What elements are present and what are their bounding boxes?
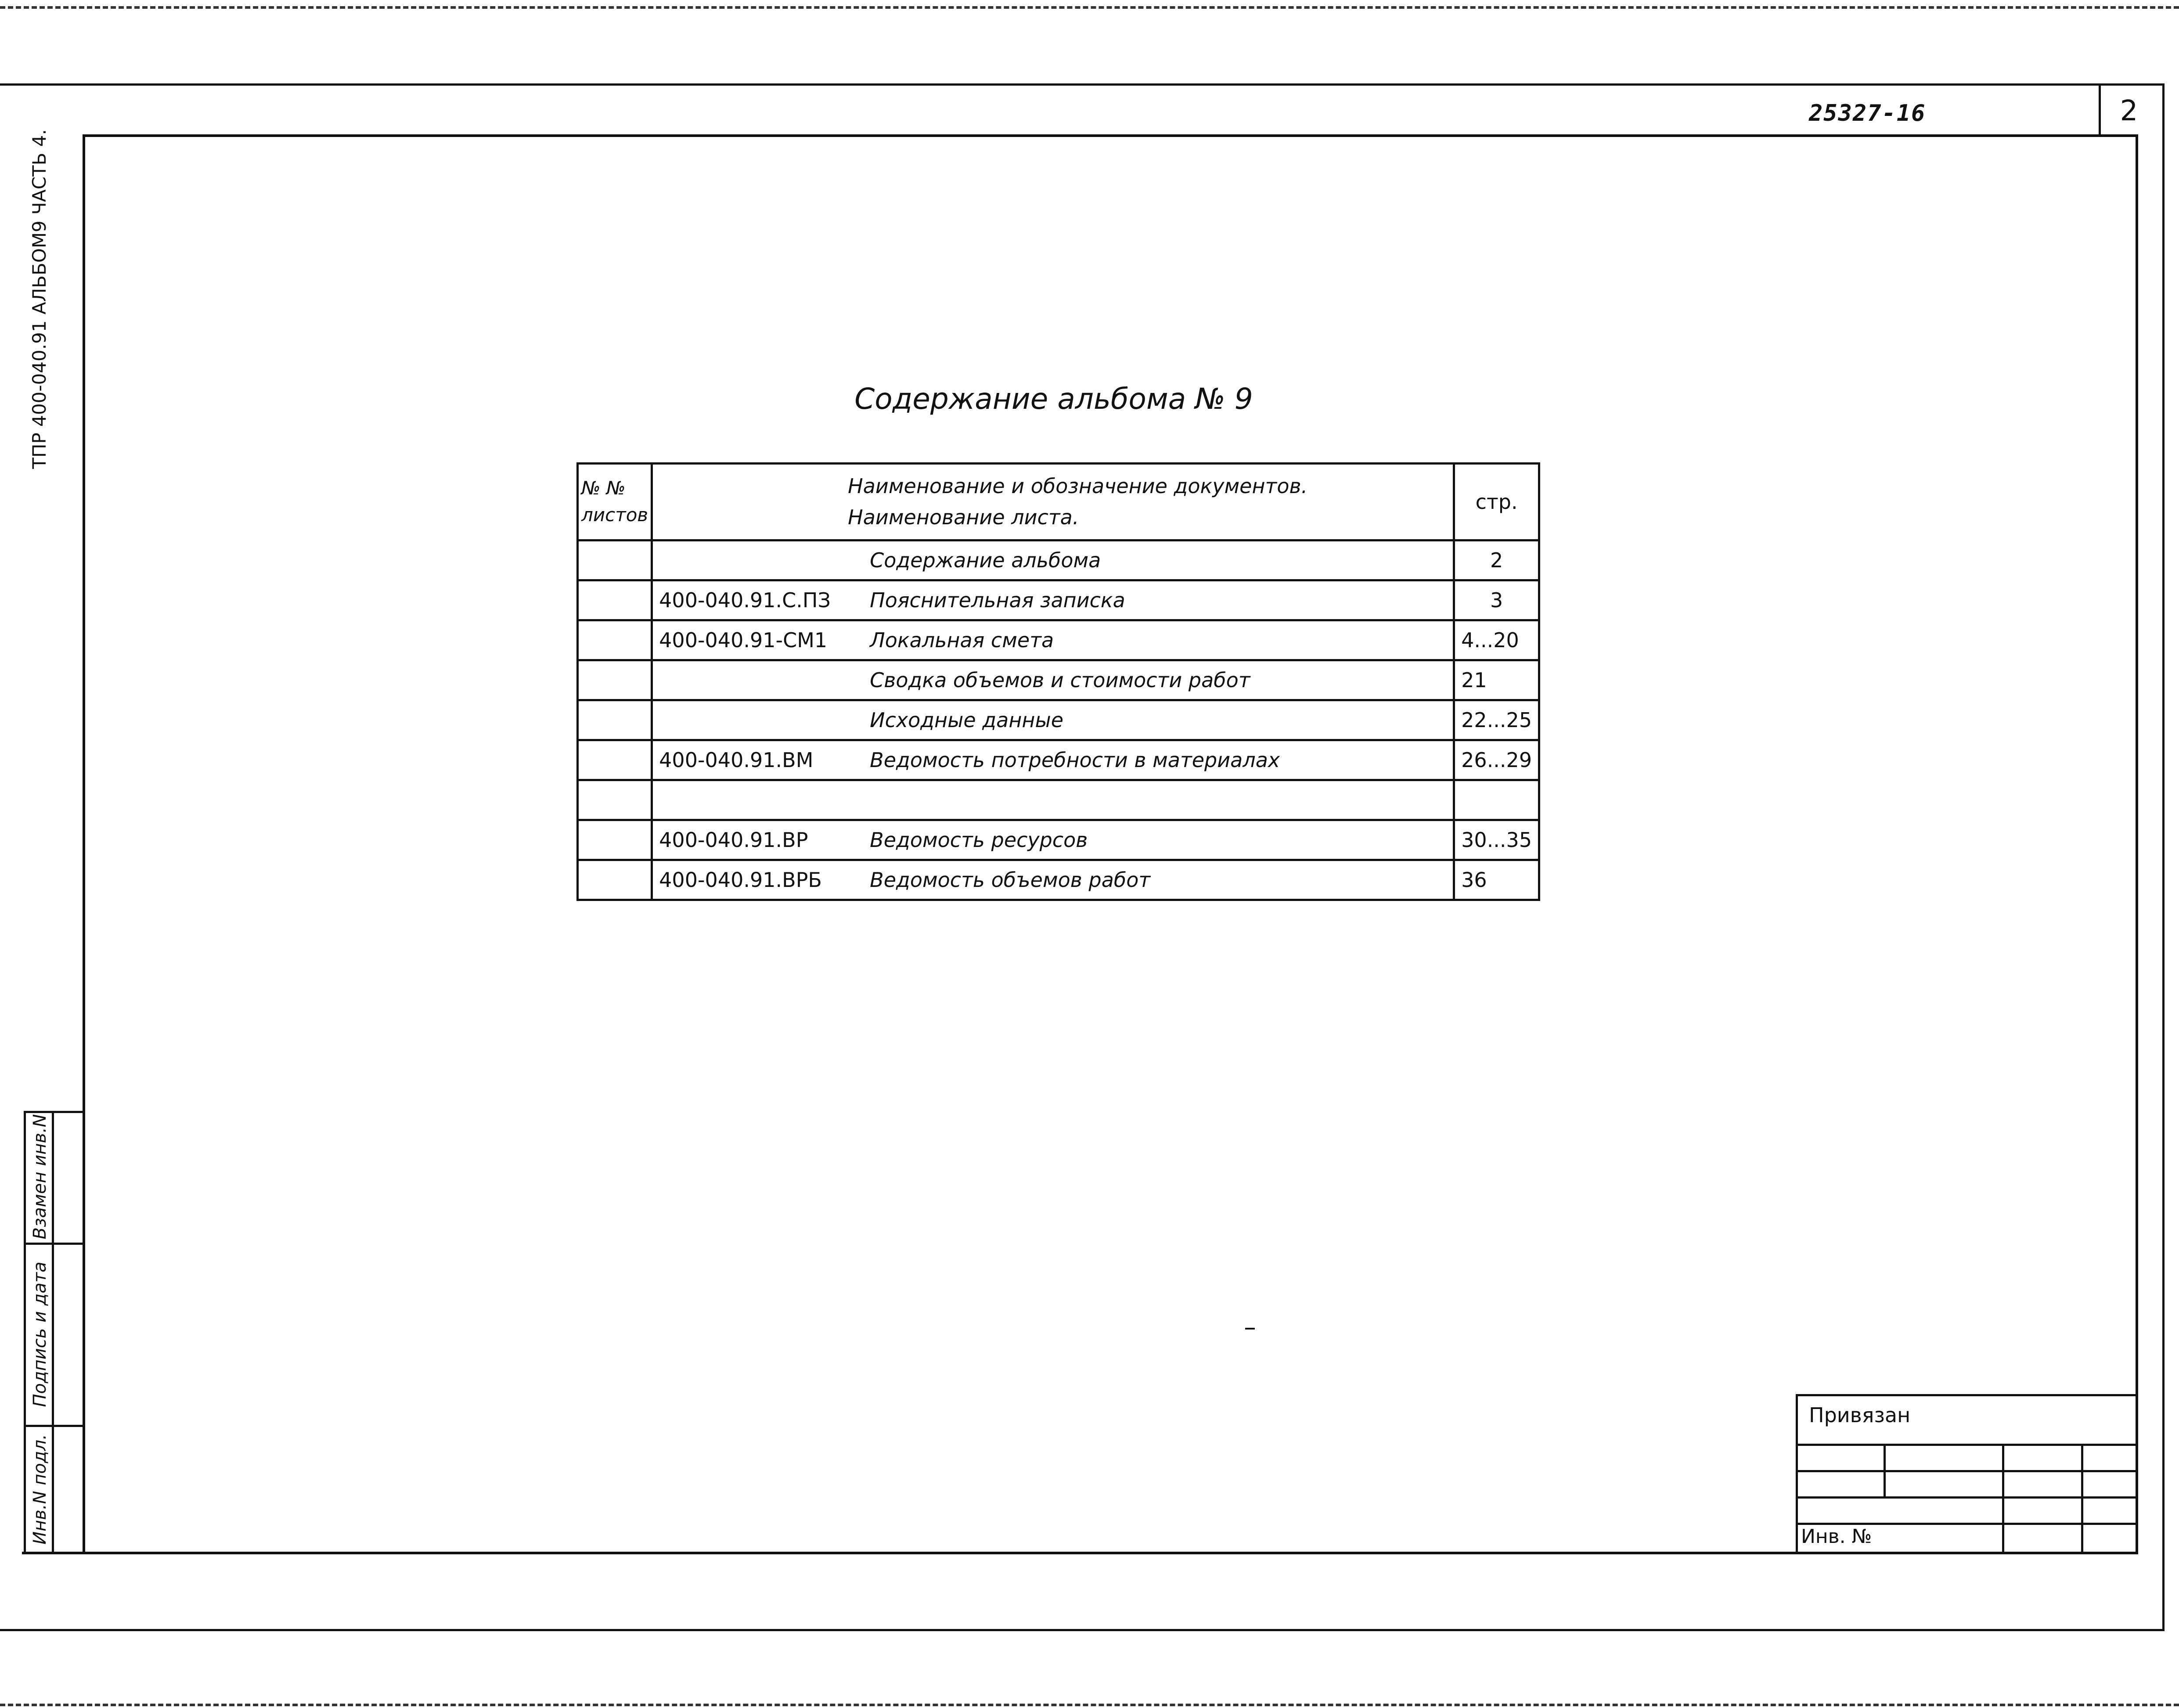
stray-mark [1245, 1328, 1255, 1330]
row-document [652, 700, 1454, 740]
row-sheet [578, 580, 652, 620]
outer-frame-bottom [0, 1629, 2165, 1631]
side-fields-mid [52, 1111, 54, 1554]
row-document [652, 541, 1454, 580]
outer-frame-top [0, 83, 2165, 86]
field-replace-inv: Взамен инв.N [30, 1114, 50, 1240]
table-row [578, 580, 1539, 620]
row-page [1454, 780, 1539, 820]
row-name: Содержание альбома [870, 548, 1101, 572]
row-document [652, 820, 1454, 860]
field-inv-original: Инв.N подл. [30, 1434, 50, 1545]
stamp-row1 [1796, 1444, 2138, 1446]
side-fields-left [24, 1111, 26, 1554]
row-page: 21 [1454, 660, 1539, 700]
stamp-left [1796, 1394, 1798, 1554]
row-sheet [578, 620, 652, 660]
row-sheet [578, 700, 652, 740]
row-name: Исходные данные [870, 708, 1064, 732]
table-row [578, 780, 1539, 820]
row-name: Сводка объемов и стоимости работ [870, 668, 1250, 692]
top-cut-line [0, 6, 2179, 9]
stamp-top [1796, 1394, 2138, 1396]
table-row [578, 860, 1539, 900]
row-document [652, 580, 1454, 620]
stamp-col1 [1884, 1444, 1886, 1496]
stamp-row4 [1796, 1523, 2138, 1525]
document-code: 25327-16 [1809, 100, 1926, 126]
row-name: Ведомость ресурсов [870, 828, 1088, 852]
inner-frame-left [83, 134, 85, 1554]
row-name: Локальная смета [870, 628, 1054, 652]
table-row [578, 541, 1539, 580]
row-sheet [578, 541, 652, 580]
table-row [578, 660, 1539, 700]
stamp-row2 [1796, 1470, 2138, 1472]
row-document [652, 620, 1454, 660]
table-row [578, 700, 1539, 740]
table-row [578, 620, 1539, 660]
inner-frame-right [2136, 134, 2138, 1554]
inner-frame-bottom [22, 1552, 2138, 1554]
row-document [652, 780, 1454, 820]
row-page: 4...20 [1454, 620, 1539, 660]
inner-frame-top [83, 134, 2137, 137]
row-sheet [578, 780, 652, 820]
row-code: 400-040.91.С.ПЗ [659, 588, 831, 612]
row-page: 2 [1454, 541, 1539, 580]
row-document [652, 860, 1454, 900]
row-code: 400-040.91.ВР [659, 828, 808, 852]
header-sheets [578, 464, 652, 541]
stamp-col3 [2081, 1444, 2083, 1554]
header-name-line2: Наименование листа. [848, 505, 1079, 529]
row-page: 30...35 [1454, 820, 1539, 860]
row-code: 400-040.91.ВРБ [659, 868, 822, 892]
stamp-inv-label: Инв. № [1801, 1525, 1872, 1548]
table-header-row [578, 464, 1539, 541]
header-sheets-line1: № № [581, 477, 626, 499]
row-name: Ведомость потребности в материалах [870, 748, 1280, 772]
row-page: 26...29 [1454, 740, 1539, 780]
outer-frame-right [2162, 83, 2165, 1631]
header-name-line1: Наименование и обозначение документов. [848, 474, 1308, 498]
row-code: 400-040.91-СМ1 [659, 628, 828, 652]
header-page: стр. [1454, 464, 1539, 541]
table-row [578, 740, 1539, 780]
row-sheet [578, 660, 652, 700]
row-page: 36 [1454, 860, 1539, 900]
header-sheets-line2: листов [581, 504, 648, 526]
row-code: 400-040.91.ВМ [659, 748, 814, 772]
header-name [652, 464, 1454, 541]
page-title: Содержание альбома № 9 [854, 382, 1253, 416]
row-sheet [578, 820, 652, 860]
stamp-col2 [2002, 1444, 2004, 1554]
row-page: 3 [1454, 580, 1539, 620]
side-fields-div1 [24, 1243, 85, 1245]
row-document [652, 660, 1454, 700]
bottom-cut-line [0, 1704, 2179, 1706]
row-sheet [578, 740, 652, 780]
table-row [578, 820, 1539, 860]
album-label: ТПР 400-040.91 АЛЬБОМ9 ЧАСТЬ 4. [29, 129, 50, 469]
contents-table [576, 462, 1540, 901]
row-document [652, 740, 1454, 780]
row-sheet [578, 860, 652, 900]
stamp-bound-label: Привязан [1809, 1403, 1911, 1427]
row-page: 22...25 [1454, 700, 1539, 740]
page-number: 2 [2120, 95, 2138, 127]
row-name: Пояснительная записка [870, 588, 1125, 612]
row-name: Ведомость объемов работ [870, 868, 1151, 892]
field-signature-date: Подпись и дата [30, 1261, 50, 1407]
stamp-row3 [1796, 1496, 2138, 1499]
